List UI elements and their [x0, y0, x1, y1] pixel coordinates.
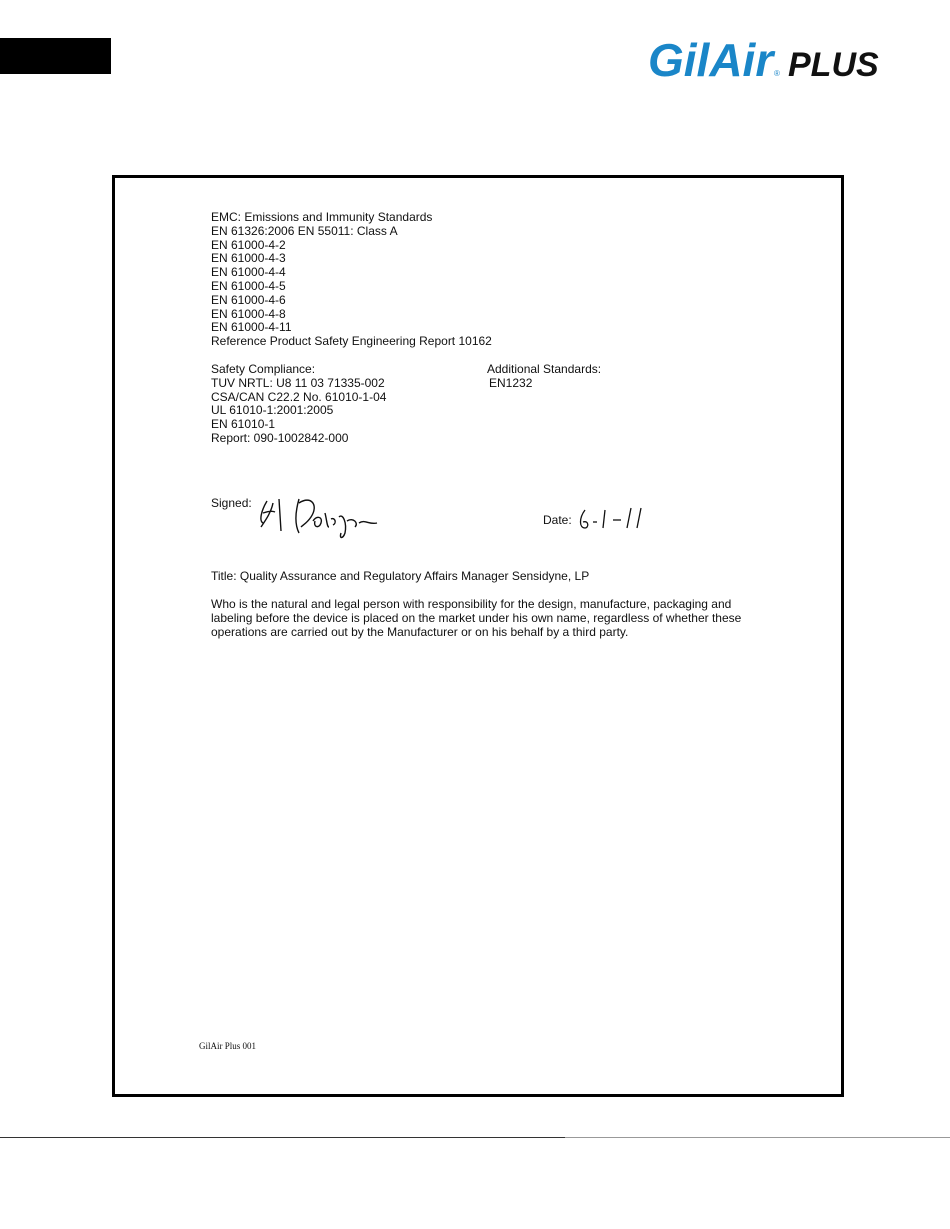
logo-plus-text: PLUS: [788, 46, 879, 84]
safety-report-line: Report: 090-1002842-000: [211, 430, 349, 445]
emc-line: EN 61000-4-6: [211, 292, 286, 307]
corner-bar: [0, 38, 111, 74]
gilair-plus-logo: [648, 34, 916, 86]
emc-section: [211, 211, 771, 349]
safety-line: UL 61010-1:2001:2005: [211, 403, 334, 418]
emc-line: EN 61000-4-3: [211, 251, 286, 266]
additional-standards-section: [487, 363, 767, 391]
safety-line: CSA/CAN C22.2 No. 61010-1-04: [211, 389, 387, 404]
emc-line: EN 61326:2006 EN 55011: Class A: [211, 223, 398, 238]
document-frame: [112, 175, 844, 1097]
emc-line: EN 61000-4-2: [211, 237, 286, 252]
definition-paragraph: Who is the natural and legal person with responsibility for the design, manufacture, packaging and labeling before the device is placed on the market under his own name, regardless of whether these operations are carried out by the Manufacturer or on his behalf by a third party.: [211, 597, 742, 639]
signatory-title: Title: Quality Assurance and Regulatory Affairs Manager Sensidyne, LP: [211, 569, 590, 583]
additional-line: EN1232: [489, 375, 533, 390]
svg-text:®: ®: [774, 69, 780, 78]
emc-reference-line: Reference Product Safety Engineering Report 10162: [211, 334, 492, 349]
safety-section: [211, 363, 491, 446]
handwritten-signature: [255, 493, 385, 543]
emc-line: EN 61000-4-4: [211, 265, 286, 280]
emc-heading: EMC: Emissions and Immunity Standards: [211, 210, 433, 224]
signed-label: Signed:: [211, 496, 252, 510]
document-code: GilAir Plus 001: [199, 1041, 257, 1051]
date-label: Date:: [543, 513, 572, 527]
handwritten-date: [577, 506, 657, 532]
emc-line: EN 61000-4-8: [211, 306, 286, 321]
logo-gilair-text: GilAir: [648, 34, 774, 86]
bottom-rule-light: [565, 1137, 950, 1138]
emc-line: EN 61000-4-11: [211, 320, 292, 335]
safety-line: EN 61010-1: [211, 417, 276, 432]
safety-line: TUV NRTL: U8 11 03 71335-002: [211, 375, 385, 390]
safety-heading: Safety Compliance:: [211, 362, 316, 376]
emc-line: EN 61000-4-5: [211, 278, 286, 293]
additional-heading: Additional Standards:: [487, 362, 602, 376]
